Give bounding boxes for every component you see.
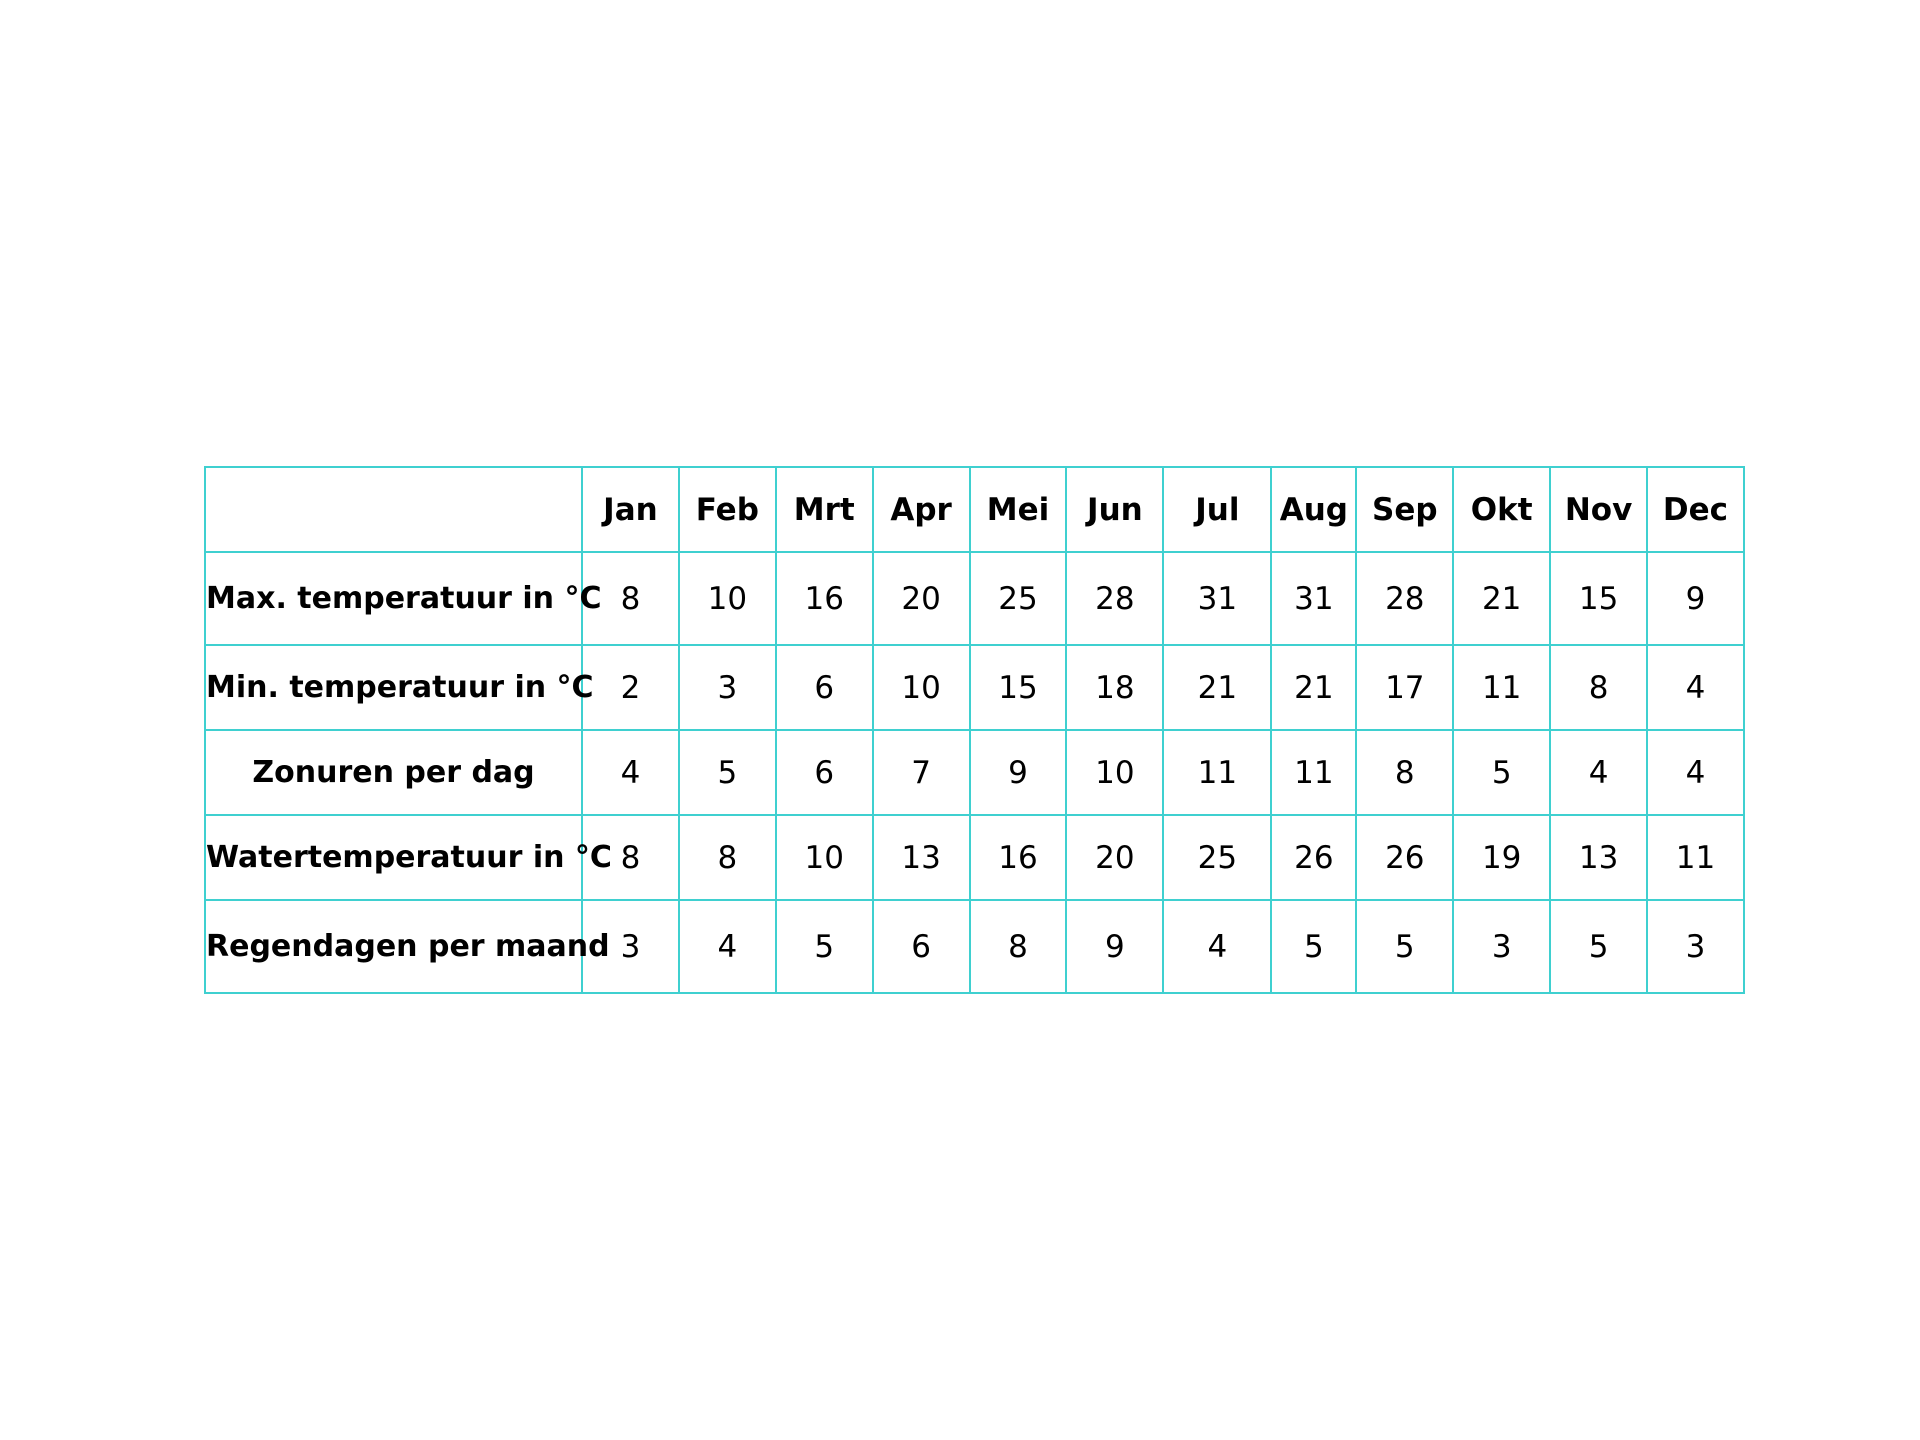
table-cell: 20	[1066, 815, 1163, 900]
table-cell: 13	[873, 815, 970, 900]
table-cell: 3	[679, 645, 776, 730]
column-header: Okt	[1453, 467, 1550, 552]
column-header: Mei	[970, 467, 1067, 552]
table-header-row	[205, 467, 1744, 552]
table-cell: 5	[679, 730, 776, 815]
table-cell: 9	[1647, 552, 1744, 645]
column-header: Jan	[582, 467, 679, 552]
table-cell: 5	[1271, 900, 1356, 993]
table-row	[205, 552, 1744, 645]
table-cell: 8	[582, 552, 679, 645]
table-cell: 11	[1163, 730, 1271, 815]
table-cell: 3	[1453, 900, 1550, 993]
column-header: Nov	[1550, 467, 1647, 552]
table-cell: 4	[1647, 730, 1744, 815]
table-cell: 7	[873, 730, 970, 815]
row-label: Zonuren per dag	[205, 730, 582, 815]
table-cell: 28	[1066, 552, 1163, 645]
table-cell: 6	[873, 900, 970, 993]
column-header: Apr	[873, 467, 970, 552]
table-cell: 5	[776, 900, 873, 993]
table-cell: 21	[1453, 552, 1550, 645]
row-label: Watertemperatuur in °C	[205, 815, 582, 900]
table-row	[205, 815, 1744, 900]
row-label: Regendagen per maand	[205, 900, 582, 993]
table-cell: 4	[1550, 730, 1647, 815]
table-cell: 15	[970, 645, 1067, 730]
column-header: Feb	[679, 467, 776, 552]
table-row	[205, 900, 1744, 993]
table-cell: 25	[1163, 815, 1271, 900]
table-cell: 15	[1550, 552, 1647, 645]
table-cell: 16	[970, 815, 1067, 900]
table-cell: 8	[970, 900, 1067, 993]
row-label: Min. temperatuur in °C	[205, 645, 582, 730]
table-cell: 13	[1550, 815, 1647, 900]
table-cell: 3	[582, 900, 679, 993]
column-header: Jun	[1066, 467, 1163, 552]
table-cell: 6	[776, 730, 873, 815]
table-cell: 4	[1647, 645, 1744, 730]
table-cell: 8	[582, 815, 679, 900]
table-cell: 5	[1356, 900, 1453, 993]
table-cell: 4	[679, 900, 776, 993]
table-cell: 11	[1271, 730, 1356, 815]
table-cell: 21	[1163, 645, 1271, 730]
table-cell: 26	[1356, 815, 1453, 900]
table-cell: 16	[776, 552, 873, 645]
table-cell: 19	[1453, 815, 1550, 900]
column-header: Mrt	[776, 467, 873, 552]
table-cell: 28	[1356, 552, 1453, 645]
table-cell: 8	[679, 815, 776, 900]
table-cell: 5	[1550, 900, 1647, 993]
table-cell: 8	[1550, 645, 1647, 730]
column-header: Sep	[1356, 467, 1453, 552]
table-cell: 9	[970, 730, 1067, 815]
table-cell: 10	[776, 815, 873, 900]
table-cell: 11	[1647, 815, 1744, 900]
table-cell: 2	[582, 645, 679, 730]
table-cell: 9	[1066, 900, 1163, 993]
table-row	[205, 645, 1744, 730]
table-cell: 31	[1163, 552, 1271, 645]
table-cell: 25	[970, 552, 1067, 645]
table-corner-cell	[205, 467, 582, 552]
table-cell: 10	[679, 552, 776, 645]
table-cell: 21	[1271, 645, 1356, 730]
table-cell: 17	[1356, 645, 1453, 730]
table-cell: 8	[1356, 730, 1453, 815]
table-cell: 11	[1453, 645, 1550, 730]
column-header: Aug	[1271, 467, 1356, 552]
table-cell: 4	[1163, 900, 1271, 993]
table-cell: 4	[582, 730, 679, 815]
column-header: Jul	[1163, 467, 1271, 552]
table-cell: 31	[1271, 552, 1356, 645]
table-cell: 20	[873, 552, 970, 645]
table-cell: 26	[1271, 815, 1356, 900]
column-header: Dec	[1647, 467, 1744, 552]
table-cell: 3	[1647, 900, 1744, 993]
table-cell: 10	[873, 645, 970, 730]
climate-table	[204, 466, 1745, 994]
table-cell: 5	[1453, 730, 1550, 815]
row-label: Max. temperatuur in °C	[205, 552, 582, 645]
table-cell: 10	[1066, 730, 1163, 815]
table-cell: 18	[1066, 645, 1163, 730]
table-cell: 6	[776, 645, 873, 730]
table-row	[205, 730, 1744, 815]
